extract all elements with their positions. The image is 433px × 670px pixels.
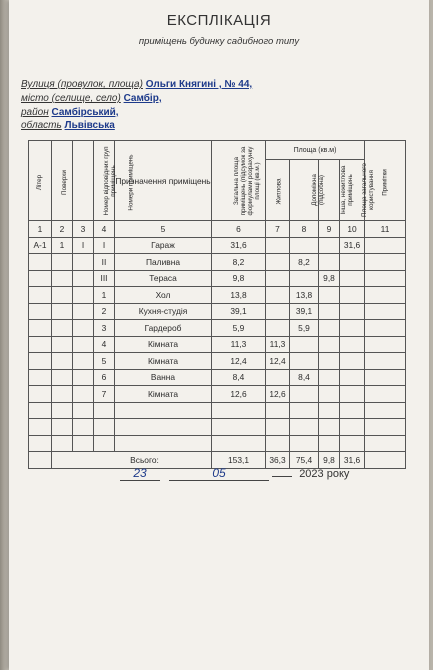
cell-total: 5,9 [212,320,266,337]
cell-num: ІІ [94,254,115,271]
cell-name: Паливна [115,254,212,271]
address-region [21,120,115,131]
binding-edge [0,0,9,670]
col-number: 11 [365,221,406,238]
cell-group: І [73,237,94,254]
cell-common [340,386,365,403]
cell-num: 6 [94,369,115,386]
document-subtitle: приміщень будинку садибного типу [138,36,300,47]
header-common: Площа загального користування [340,160,365,221]
cell-name: Ванна [115,369,212,386]
header-purpose: Призначення приміщень [115,141,212,221]
cell-group [73,270,94,287]
header-living: Житлова [266,160,290,221]
col-number: 9 [319,221,340,238]
cell-aux [290,336,319,353]
table-row [29,237,406,254]
cell-num: 4 [94,336,115,353]
cell-num: 1 [94,287,115,304]
column-number-row [29,221,406,238]
table-row [29,369,406,386]
cell-aux: 39,1 [290,303,319,320]
table-row [29,287,406,304]
cell-num: 5 [94,353,115,370]
empty-rows [29,402,406,468]
cell-liter [29,303,52,320]
cell-living: 12,6 [266,386,290,403]
cell-name: Кімната [115,336,212,353]
cell-living: 12,4 [266,353,290,370]
cell-floor [52,386,73,403]
cell-aux [290,386,319,403]
cell-name: Гараж [115,237,212,254]
cell-notes [365,237,406,254]
cell-total: 8,2 [212,254,266,271]
cell-floor: 1 [52,237,73,254]
street-label: Вулиця (провулок, площа) [21,79,143,90]
table-row [29,254,406,271]
header-row-top [29,141,406,160]
cell-notes [365,336,406,353]
cell-liter: А-1 [29,237,52,254]
header-plan-number: Номер відповідних груп приміщень [73,141,94,221]
cell-total: 39,1 [212,303,266,320]
city-label: місто (селище, село) [21,93,121,104]
totals-living: 36,3 [266,452,290,469]
empty-row [29,435,406,452]
header-room-number: Номери приміщень [94,141,115,221]
cell-floor [52,369,73,386]
cell-name: Кухня-студія [115,303,212,320]
col-number: 10 [340,221,365,238]
street-value: Ольги Княгині , № 44, [145,79,253,90]
cell-liter [29,254,52,271]
cell-floor [52,270,73,287]
cell-num: І [94,237,115,254]
cell-notes [365,353,406,370]
cell-other [319,353,340,370]
col-number: 3 [73,221,94,238]
col-number: 8 [290,221,319,238]
address-street [21,79,252,90]
table-row [29,320,406,337]
header-total-area: Загальна площа приміщень (підсумок за формулами розрахунку площі (кв.м.) [212,141,266,221]
cell-living [266,270,290,287]
cell-name: Тераса [115,270,212,287]
document-title: ЕКСПЛІКАЦІЯ [166,12,272,29]
cell-num: 7 [94,386,115,403]
cell-total: 12,4 [212,353,266,370]
cell-other [319,320,340,337]
table-row [29,303,406,320]
district-label: район [21,107,49,118]
cell-group [73,320,94,337]
col-number: 6 [212,221,266,238]
col-number: 1 [29,221,52,238]
cell-other [319,386,340,403]
region-label: область [21,120,62,131]
cell-common [340,369,365,386]
col-number: 7 [266,221,290,238]
cell-floor [52,303,73,320]
cell-notes [365,320,406,337]
cell-common [340,254,365,271]
cell-group [73,353,94,370]
cell-group [73,303,94,320]
cell-num: ІІІ [94,270,115,287]
address-district [21,107,119,118]
col-number: 4 [94,221,115,238]
cell-name: Хол [115,287,212,304]
cell-liter [29,270,52,287]
cell-other [319,303,340,320]
cell-living [266,287,290,304]
cell-other [319,287,340,304]
cell-num: 3 [94,320,115,337]
cell-floor [52,336,73,353]
totals-label: Всього: [52,452,212,469]
cell-other [319,336,340,353]
cell-notes [365,287,406,304]
cell-common: 31,6 [340,237,365,254]
header-area-group: Площа (кв.м) [266,141,365,160]
cell-living [266,320,290,337]
cell-living [266,254,290,271]
cell-aux [290,270,319,287]
totals-common: 31,6 [340,452,365,469]
cell-name: Кімната [115,353,212,370]
cell-total: 31,6 [212,237,266,254]
date-month: 05 [212,466,226,480]
cell-aux: 13,8 [290,287,319,304]
district-value: Самбірський, [51,107,119,118]
empty-row [29,402,406,419]
cell-aux: 8,4 [290,369,319,386]
cell-common [340,303,365,320]
cell-other [319,254,340,271]
cell-common [340,320,365,337]
cell-living: 11,3 [266,336,290,353]
cell-notes [365,386,406,403]
cell-liter [29,369,52,386]
cell-living [266,237,290,254]
cell-name: Кімната [115,386,212,403]
cell-liter [29,386,52,403]
cell-common [340,353,365,370]
region-value: Львівська [64,120,115,131]
cell-aux: 5,9 [290,320,319,337]
cell-liter [29,353,52,370]
date-year: 2023 року [299,468,350,480]
table-row [29,336,406,353]
header-notes: Примітки [365,141,406,221]
cell-common [340,287,365,304]
totals-other: 9,8 [319,452,340,469]
cell-total: 8,4 [212,369,266,386]
cell-liter [29,320,52,337]
cell-group [73,254,94,271]
city-value: Самбір, [123,93,162,104]
cell-num: 2 [94,303,115,320]
cell-total: 9,8 [212,270,266,287]
cell-common [340,270,365,287]
cell-floor [52,287,73,304]
cell-group [73,287,94,304]
document-date [120,466,349,481]
col-number: 2 [52,221,73,238]
cell-aux [290,237,319,254]
address-city [21,93,162,104]
col-number: 5 [115,221,212,238]
header-liter: Літер [29,141,52,221]
totals-total: 153,1 [212,452,266,469]
empty-row [29,419,406,436]
cell-floor [52,353,73,370]
cell-total: 12,6 [212,386,266,403]
cell-total: 11,3 [212,336,266,353]
cell-name: Гардероб [115,320,212,337]
cell-floor [52,254,73,271]
cell-total: 13,8 [212,287,266,304]
table-row [29,270,406,287]
cell-aux: 8,2 [290,254,319,271]
cell-group [73,369,94,386]
cell-other: 9,8 [319,270,340,287]
room-rows [29,237,406,402]
cell-living [266,303,290,320]
explication-table [28,140,406,469]
cell-other [319,369,340,386]
cell-other [319,237,340,254]
cell-notes [365,254,406,271]
cell-common [340,336,365,353]
cell-group [73,386,94,403]
cell-aux [290,353,319,370]
table-row [29,353,406,370]
table-row [29,386,406,403]
cell-notes [365,270,406,287]
cell-floor [52,320,73,337]
cell-notes [365,369,406,386]
cell-group [73,336,94,353]
date-day: 23 [133,466,147,480]
header-floor: Поверхи [52,141,73,221]
cell-living [266,369,290,386]
cell-liter [29,287,52,304]
totals-aux: 75,4 [290,452,319,469]
cell-liter [29,336,52,353]
cell-notes [365,303,406,320]
header-auxiliary: Допоміжна (підсобна) [290,160,319,221]
header-non-residential: Інша, нежитлова приміщень [319,160,340,221]
